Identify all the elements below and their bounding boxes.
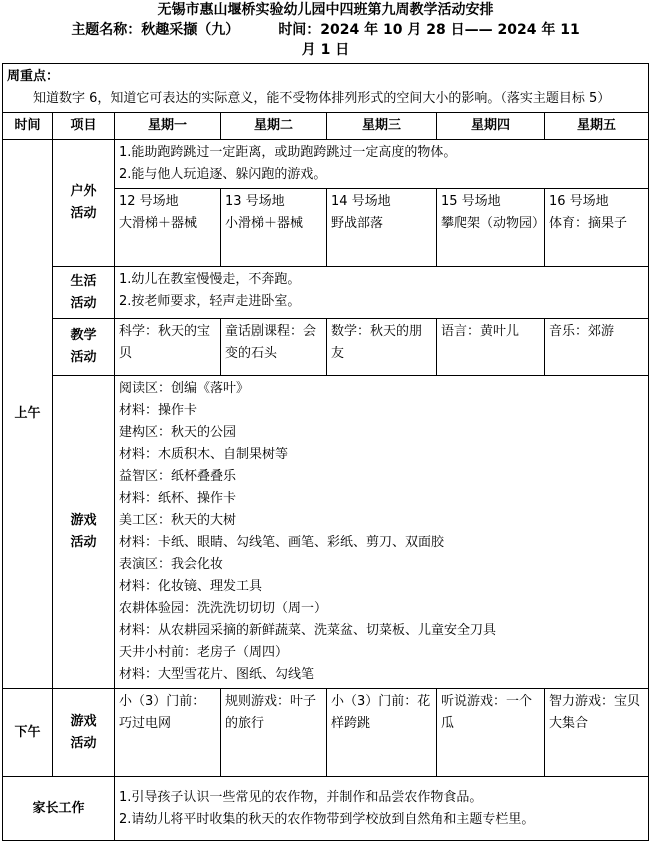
weekly-plan-table [2, 63, 649, 841]
teaching-label-line1: 教学 [70, 328, 97, 343]
venue-number: 15 号场地 [441, 194, 501, 209]
game-activity-label [53, 376, 115, 689]
game-material-line: 材料：木质积木、自制果树等 [119, 447, 289, 462]
parents-label: 家长工作 [3, 777, 115, 841]
game-area-line: 阅读区：创编《落叶》 [119, 381, 250, 396]
col-header-thursday: 星期四 [437, 113, 545, 140]
theme-and-time [0, 20, 651, 40]
focus-row [3, 64, 649, 113]
game-area-line: 表演区：我会化妆 [119, 557, 224, 572]
game-material-line: 材料：化妆镜、理发工具 [119, 579, 263, 594]
game-label-line1: 游戏 [70, 513, 97, 528]
outdoor-goal: 1.能助跑跨跳过一定距离，或助跑跨跳过一定高度的物体。 [119, 145, 457, 160]
teaching-label-line2: 活动 [70, 350, 97, 365]
parents-line: 2.请幼儿将平时收集的秋天的农作物带到学校放到自然角和主题专栏里。 [119, 811, 535, 827]
outdoor-thursday [437, 189, 545, 267]
life-activity-row [3, 267, 649, 319]
focus-text: 知道数字 6，知道它可表达的实际意义，能不受物体排列形式的空间大小的影响。（落实主题目标 5） [33, 91, 611, 106]
afternoon-wednesday: 小（3）门前：花样跨跳 [327, 689, 437, 777]
outdoor-label-line2: 活动 [70, 206, 97, 221]
outdoor-monday [115, 189, 221, 267]
game-material-line: 材料：从农耕园采摘的新鲜蔬菜、洗菜盆、切菜板、儿童安全刀具 [119, 623, 497, 638]
teaching-friday: 音乐：郊游 [545, 319, 649, 376]
game-area-line: 美工区：秋天的大树 [119, 513, 237, 528]
life-line: 2.按老师要求，轻声走进卧室。 [119, 294, 301, 309]
outdoor-friday [545, 189, 649, 267]
life-activity-label [53, 267, 115, 319]
teaching-activity-label [53, 319, 115, 376]
time-range: 时间：2024 年 10 月 28 日—— 2024 年 11 [278, 22, 580, 38]
venue-number: 16 号场地 [549, 194, 609, 209]
venue-activity: 野战部落 [331, 216, 384, 231]
game-area-line: 益智区：纸杯叠叠乐 [119, 469, 237, 484]
game-material-line: 材料：纸杯、操作卡 [119, 491, 237, 506]
parents-content [115, 777, 649, 841]
col-header-tuesday: 星期二 [221, 113, 327, 140]
outdoor-wednesday [327, 189, 437, 267]
col-header-friday: 星期五 [545, 113, 649, 140]
column-header-row [3, 113, 649, 140]
venue-activity: 体育：摘果子 [549, 216, 628, 231]
life-label-line1: 生活 [70, 273, 97, 289]
parents-row [3, 777, 649, 841]
venue-activity: 大滑梯＋器械 [119, 216, 198, 231]
life-label-line2: 活动 [70, 295, 97, 311]
game-area-line: 建构区：秋天的公园 [119, 425, 237, 440]
outdoor-goals-row [3, 140, 649, 189]
col-header-time: 时间 [3, 113, 53, 140]
afternoon-friday: 智力游戏：宝贝大集合 [545, 689, 649, 777]
venue-number: 14 号场地 [331, 194, 391, 209]
time-range-continued: 月 1 日 [301, 42, 350, 58]
game-area-line: 农耕体验园：洗洗洗切切切（周一） [119, 601, 328, 616]
venue-activity: 攀爬架（动物园） [441, 216, 546, 231]
document-title: 无锡市惠山堰桥实验幼儿园中四班第九周教学活动安排 [157, 2, 494, 18]
teaching-monday: 科学：秋天的宝贝 [115, 319, 221, 376]
afternoon-row [3, 689, 649, 777]
outdoor-activity-label [53, 140, 115, 267]
teaching-thursday: 语言：黄叶儿 [437, 319, 545, 376]
venue-number: 13 号场地 [225, 194, 285, 209]
morning-label: 上午 [3, 140, 53, 689]
afternoon-game-label [53, 689, 115, 777]
focus-label: 周重点： [7, 69, 60, 84]
outdoor-goals [115, 140, 649, 189]
teaching-activity-row [3, 319, 649, 376]
afternoon-label-line1: 游戏 [70, 713, 97, 729]
afternoon-thursday: 听说游戏：一个瓜 [437, 689, 545, 777]
teaching-tuesday: 童话剧课程：会变的石头 [221, 319, 327, 376]
weekly-focus-cell [3, 64, 649, 113]
game-activity-content [115, 376, 649, 689]
game-label-line2: 活动 [70, 535, 97, 550]
game-material-line: 材料：大型雪花片、图纸、勾线笔 [119, 667, 315, 682]
game-material-line: 材料：卡纸、眼睛、勾线笔、画笔、彩纸、剪刀、双面胶 [119, 535, 445, 550]
afternoon-monday: 小（3）门前：巧过电网 [115, 689, 221, 777]
afternoon-label: 下午 [3, 689, 53, 777]
venue-activity: 小滑梯＋器械 [225, 216, 304, 231]
afternoon-label-line2: 活动 [70, 735, 97, 751]
game-activity-row [3, 376, 649, 689]
theme-name: 主题名称：秋趣采撷（九） [71, 22, 240, 38]
game-material-line: 材料：操作卡 [119, 403, 198, 418]
life-activity-content [115, 267, 649, 319]
afternoon-tuesday: 规则游戏：叶子的旅行 [221, 689, 327, 777]
outdoor-label-line1: 户外 [70, 184, 97, 199]
outdoor-tuesday [221, 189, 327, 267]
col-header-item: 项目 [53, 113, 115, 140]
parents-line: 1.引导孩子认识一些常见的农作物，并制作和品尝农作物食品。 [119, 789, 483, 805]
game-area-line: 天井小村前：老房子（周四） [119, 645, 289, 660]
outdoor-goal: 2.能与他人玩追逐、躲闪跑的游戏。 [119, 167, 327, 182]
venue-number: 12 号场地 [119, 194, 179, 209]
teaching-wednesday: 数学：秋天的朋友 [327, 319, 437, 376]
col-header-wednesday: 星期三 [327, 113, 437, 140]
col-header-monday: 星期一 [115, 113, 221, 140]
life-line: 1.幼儿在教室慢慢走，不奔跑。 [119, 272, 301, 287]
